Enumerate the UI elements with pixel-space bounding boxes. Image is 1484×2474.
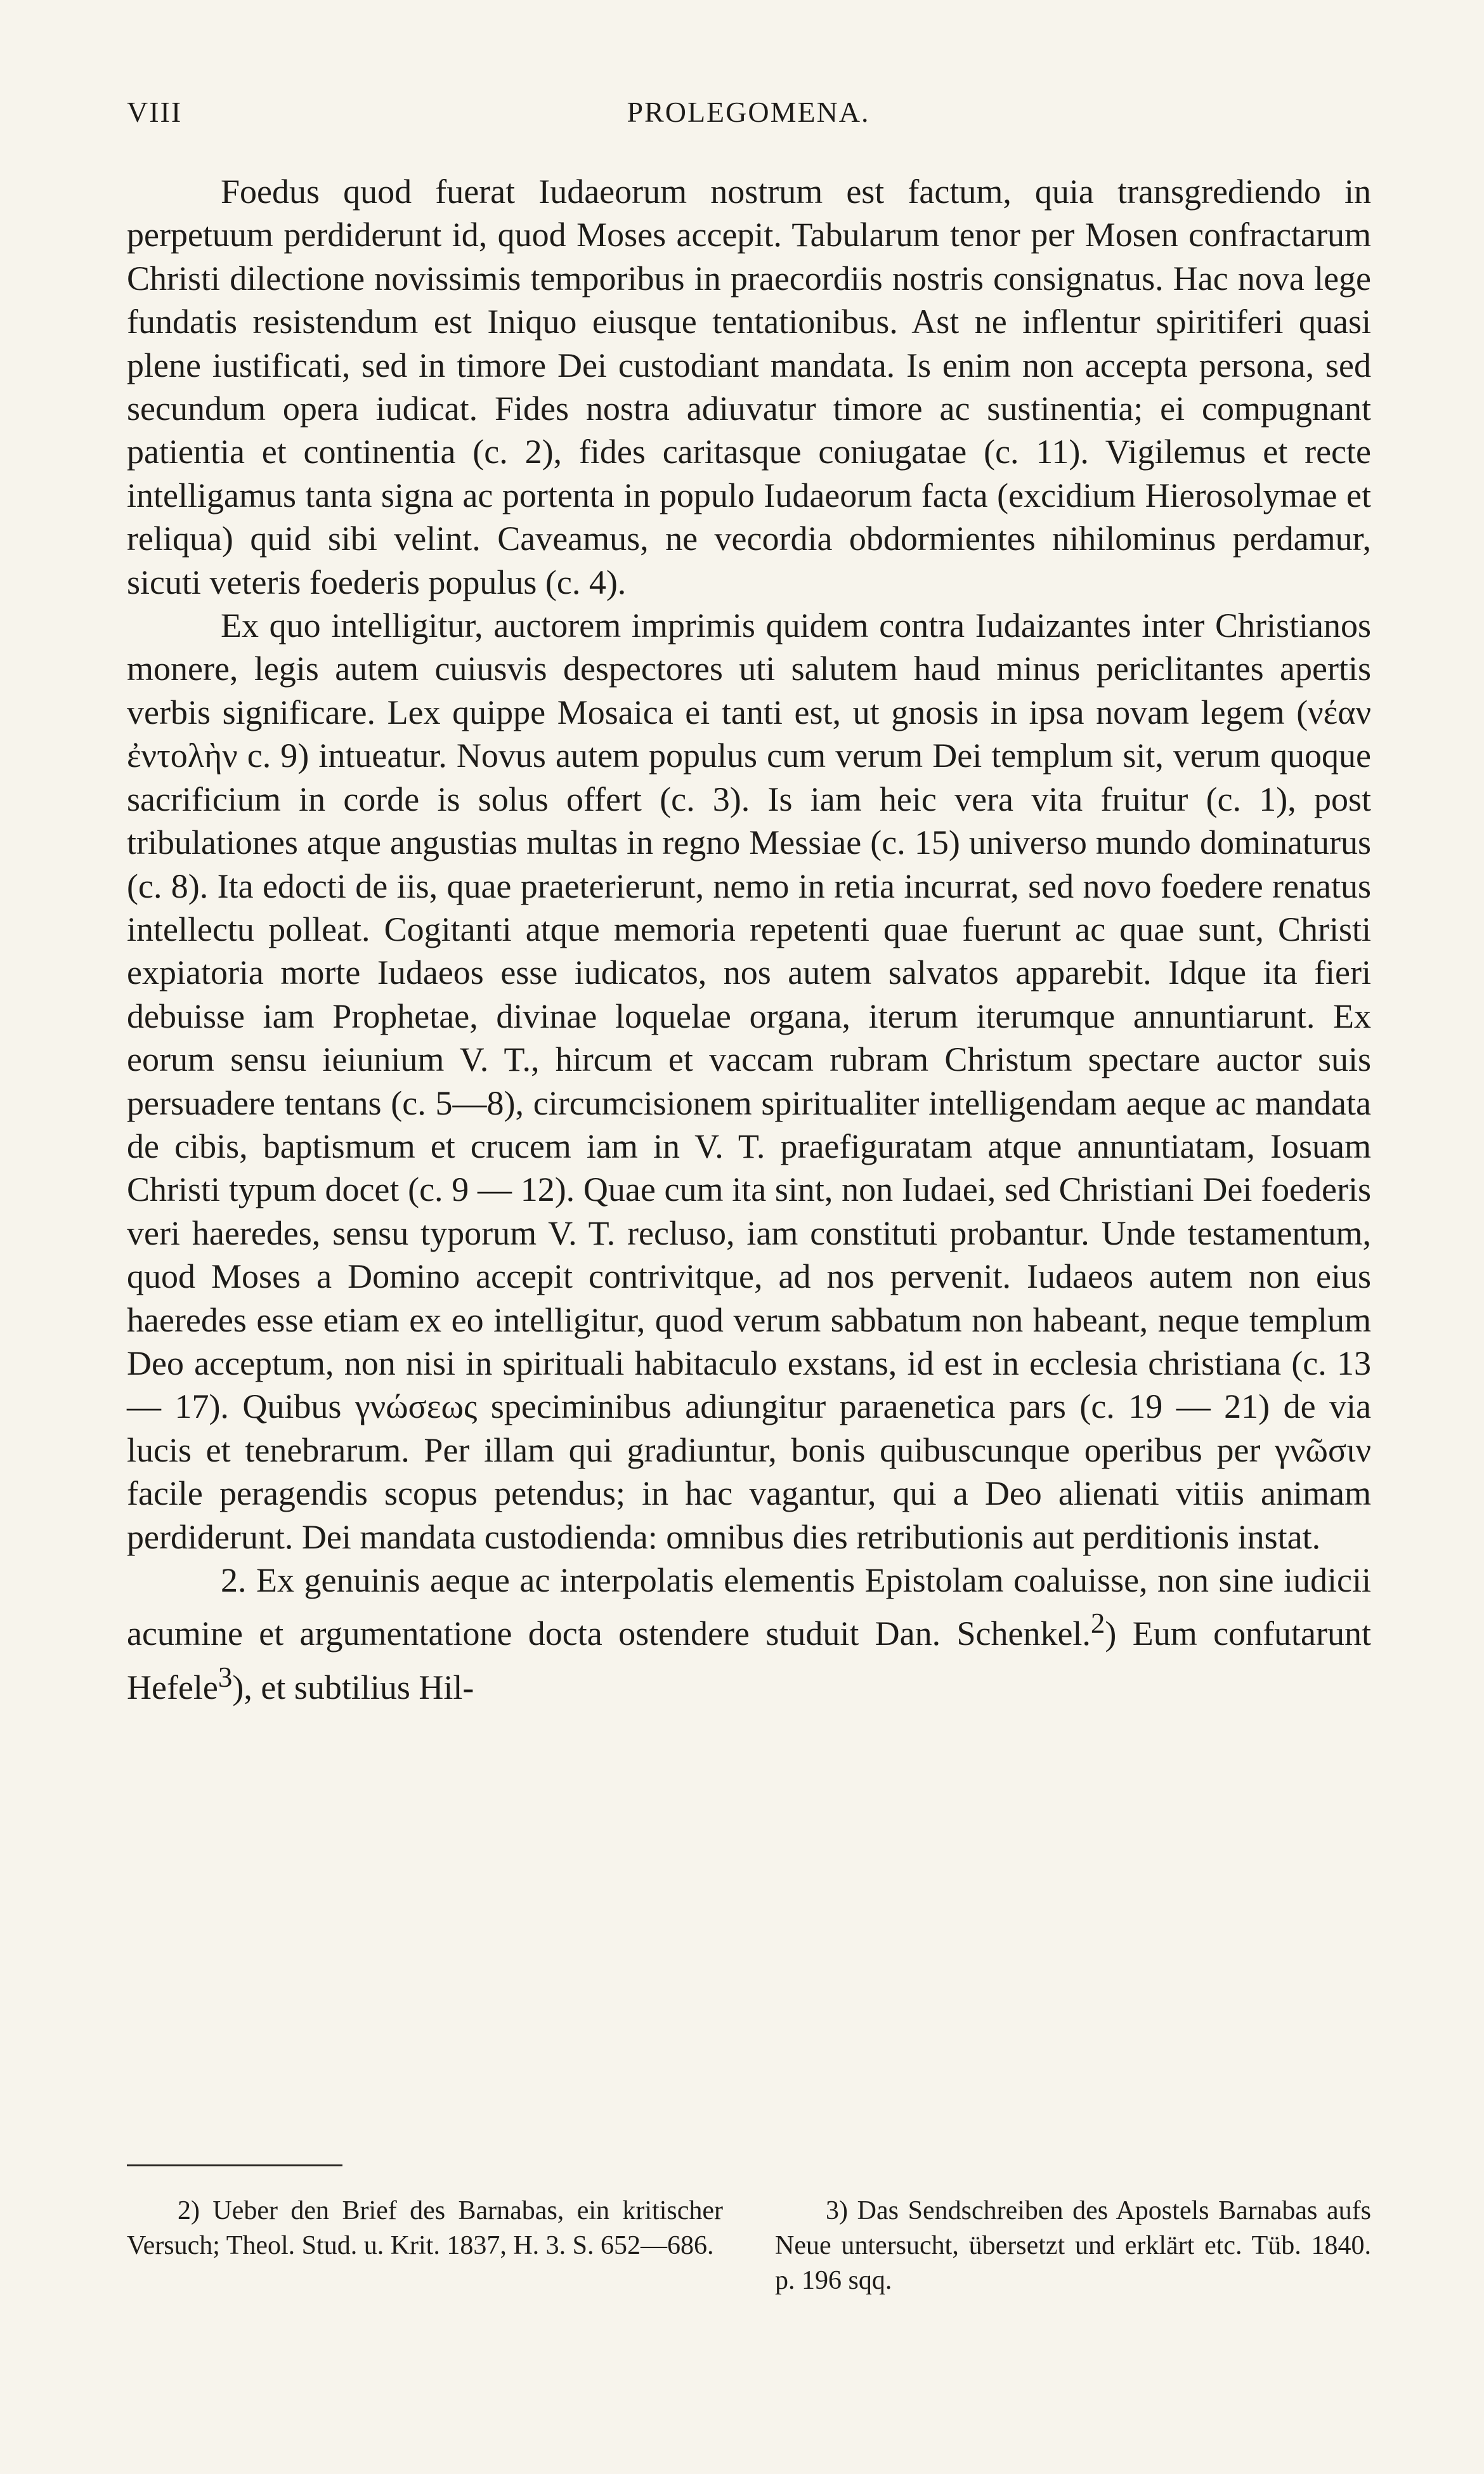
footnote-2-text: Ueber den Brief des Barnabas, ein kritischer Versuch; Theol. Stud. u. Krit. 1837, H. 3. S. 652—686. (127, 2196, 724, 2260)
paragraph-3-text-c: ), et subtilius Hil- (232, 1668, 474, 1706)
footnote-ref-3: 3 (218, 1661, 233, 1693)
page-number: VIII (127, 96, 183, 128)
main-text (127, 170, 1371, 1709)
paragraph-2: Ex quo intelligitur, auctorem imprimis quidem contra Iudaizantes inter Christianos monere, legis autem cuiusvis despectores uti salutem haud minus periclitantes apertis verbis significare. Lex quippe Mosaica ei tanti est, ut gnosis in ipsa novam legem (νέαν ἐντολὴν c. 9) intueatur. Novus autem populus cum verum Dei templum sit, verum quoque sacrificium in corde is solus offert (c. 3). Is iam heic vera vita fruitur (c. 1), post tribulationes atque angustias multas in regno Messiae (c. 15) universo mundo dominaturus (c. 8). Ita edocti de iis, quae praeterierunt, nemo in retia incurrat, sed novo foedere renatus intellectu polleat. Cogitanti atque memoria repetenti quae fuerunt ac quae sunt, Christi expiatoria morte Iudaeos esse iudicatos, nos autem salvatos apparebit. Idque ita fieri debuisse iam Prophetae, divinae loquelae organa, iterum iterumque annuntiarunt. Ex eorum sensu ieiunium V. T., hircum et vaccam rubram Christum spectare auctor suis persuadere tentans (c. 5—8), circumcisionem spiritualiter intelligendam aeque ac mandata de cibis, baptismum et crucem iam in V. T. praefiguratam atque annuntiatam, Iosuam Christi typum docet (c. 9 — 12). Quae cum ita sint, non Iudaei, sed Christiani Dei foederis veri haeredes, sensu typorum V. T. recluso, iam constituti probantur. Unde testamentum, quod Moses a Domino accepit contrivitque, ad nos pervenit. Iudaeos autem non eius haeredes esse etiam ex eo intelligitur, quod verum sabbatum non habeant, neque templum Deo acceptum, non nisi in spirituali habitaculo exstans, id est in ecclesia christiana (c. 13 — 17). Quibus γνώσεως speciminibus adiungitur paraenetica pars (c. 19 — 21) de via lucis et tenebrarum. Per illam qui gradiuntur, bonis quibuscunque operibus per γνῶσιν facile peragendis scopus petendus; in hac vagantur, qui a Deo alienati vitiis animam perdiderunt. Dei mandata custodienda: omnibus dies retributionis aut perditionis instat. (127, 606, 1371, 1556)
page-header (127, 95, 1370, 140)
footnote-3 (775, 2194, 1371, 2298)
paragraph-3-text-a: 2. Ex genuinis aeque ac interpolatis elementis Epistolam coaluisse, non sine iudicii acumine et argumentatione docta ostendere studuit Dan. Schenkel. (127, 1561, 1371, 1653)
footnote-ref-2: 2 (1090, 1607, 1105, 1640)
footnote-divider (127, 2164, 342, 2166)
paragraph-3-text-b: ) Eum confutarunt Hefele (127, 1614, 1371, 1706)
paragraph-3 (127, 1559, 1371, 1709)
running-title: PROLEGOMENA. (627, 96, 870, 128)
footnote-2 (127, 2194, 723, 2263)
footnote-2-marker: 2) (178, 2196, 200, 2225)
footnote-3-text: Das Sendschreiben des Apostels Barnabas aufs Neue untersucht, übersetzt und erklärt etc. Tüb. 1840. p. 196 sqq. (775, 2196, 1371, 2295)
footnote-3-marker: 3) (826, 2196, 848, 2225)
paragraph-1: Foedus quod fuerat Iudaeorum nostrum est factum, quia transgrediendo in perpetuum perdiderunt id, quod Moses accepit. Tabularum tenor per Mosen confractarum Christi dilectione novissimis temporibus in praecordiis nostris consignatus. Hac nova lege fundatis resistendum est Iniquo eiusque tentationibus. Ast ne inflentur spiritiferi quasi plene iustificati, sed in timore Dei custodiant mandata. Is enim non accepta persona, sed secundum opera iudicat. Fides nostra adiuvatur timore ac sustinentia; ei compugnant patientia et continentia (c. 2), fides caritasque coniugatae (c. 11). Vigilemus et recte intelligamus tanta signa ac portenta in populo Iudaeorum facta (excidium Hierosolymae et reliqua) quid sibi velint. Caveamus, ne vecordia obdormientes nihilominus perdamur, sicuti veteris foederis populus (c. 4). (127, 173, 1371, 601)
